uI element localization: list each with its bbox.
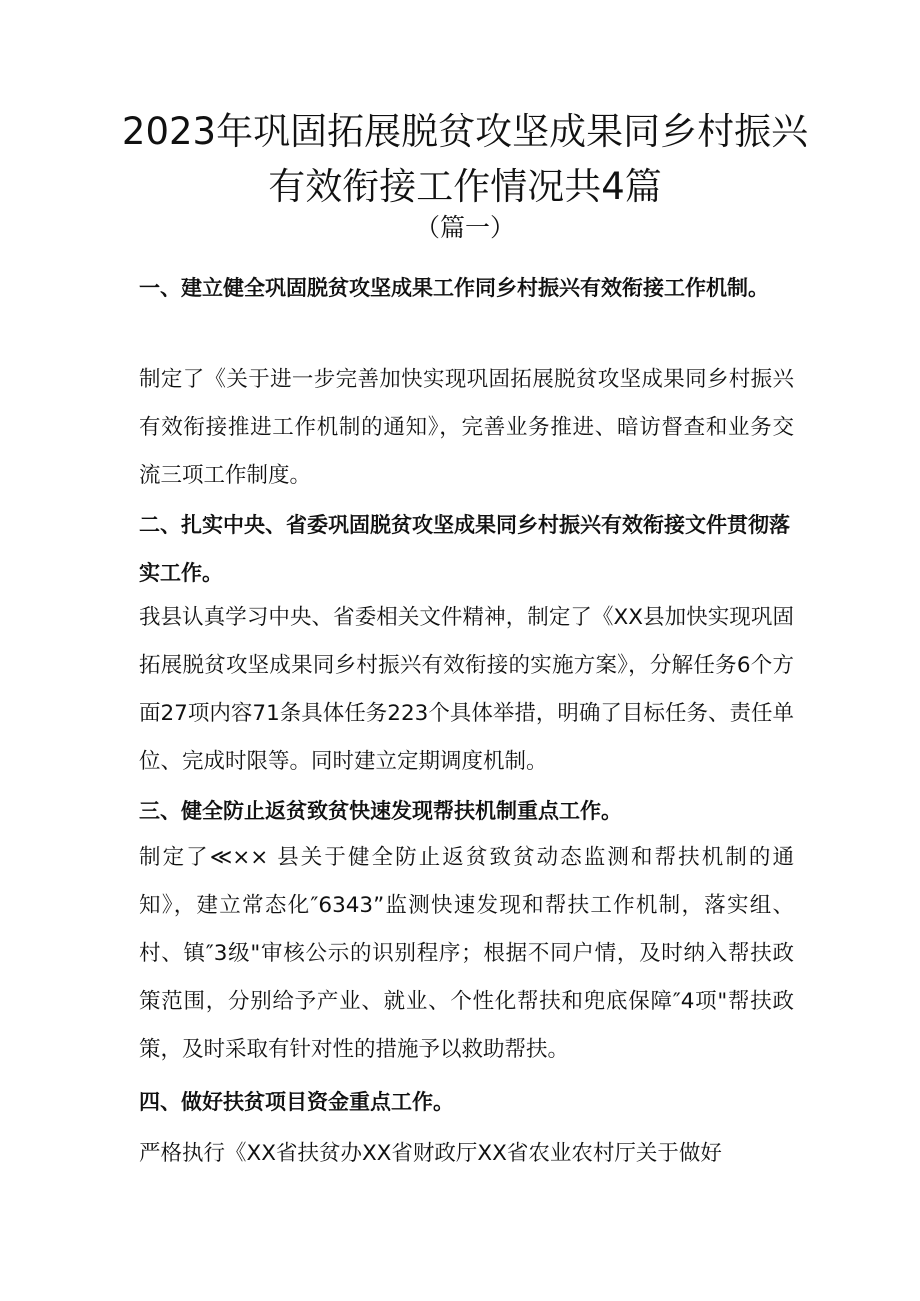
section-1-heading: 一、建立健全巩固脱贫攻坚成果工作同乡村振兴有效衔接工作机制。	[139, 276, 769, 300]
section-3-heading: 三、健全防止返贫致贫快速发现帮扶机制重点工作。	[139, 799, 622, 823]
section-4-body: 严格执行《XX省扶贫办XX省财政厅XX省农业农村厅关于做好	[139, 1141, 722, 1166]
section-1-body: 制定了《关于进一步完善加快实现巩固拓展脱贫攻坚成果同乡村振兴有效衔接推进工作机制的通知》，完善业务推进、暗访督查和业务交流三项工作制度。	[139, 367, 794, 488]
section-2-heading: 二、扎实中央、省委巩固脱贫攻坚成果同乡村振兴有效衔接文件贯彻落实工作。	[139, 513, 790, 585]
document-title: 2023年巩固拓展脱贫攻坚成果同乡村振兴有效衔接工作情况共4篇	[121, 110, 809, 208]
section-2-body: 我县认真学习中央、省委相关文件精神，制定了《XX县加快实现巩固拓展脱贫攻坚成果同乡村振兴有效衔接的实施方案》，分解任务6个方面27项内容71条具体任务223个具体举措，明确了目标任务、责任单位、完成时限等。同时建立定期调度机制。	[139, 605, 794, 774]
section-4-heading: 四、做好扶贫项目资金重点工作。	[139, 1090, 454, 1114]
document-subtitle: （篇一）	[414, 213, 515, 242]
section-3-body: 制定了≪×× 县关于健全防止返贫致贫动态监测和帮扶机制的通知》，建立常态化″6343”监测快速发现和帮扶工作机制，落实组、村、镇″3级"审核公示的识别程序；根据不同户情，及时纳入帮扶政策范围，分别给予产业、就业、个性化帮扶和兜底保障″4项"帮扶政策，及时采取有针对性的措施予以救助帮扶。	[139, 845, 794, 1062]
